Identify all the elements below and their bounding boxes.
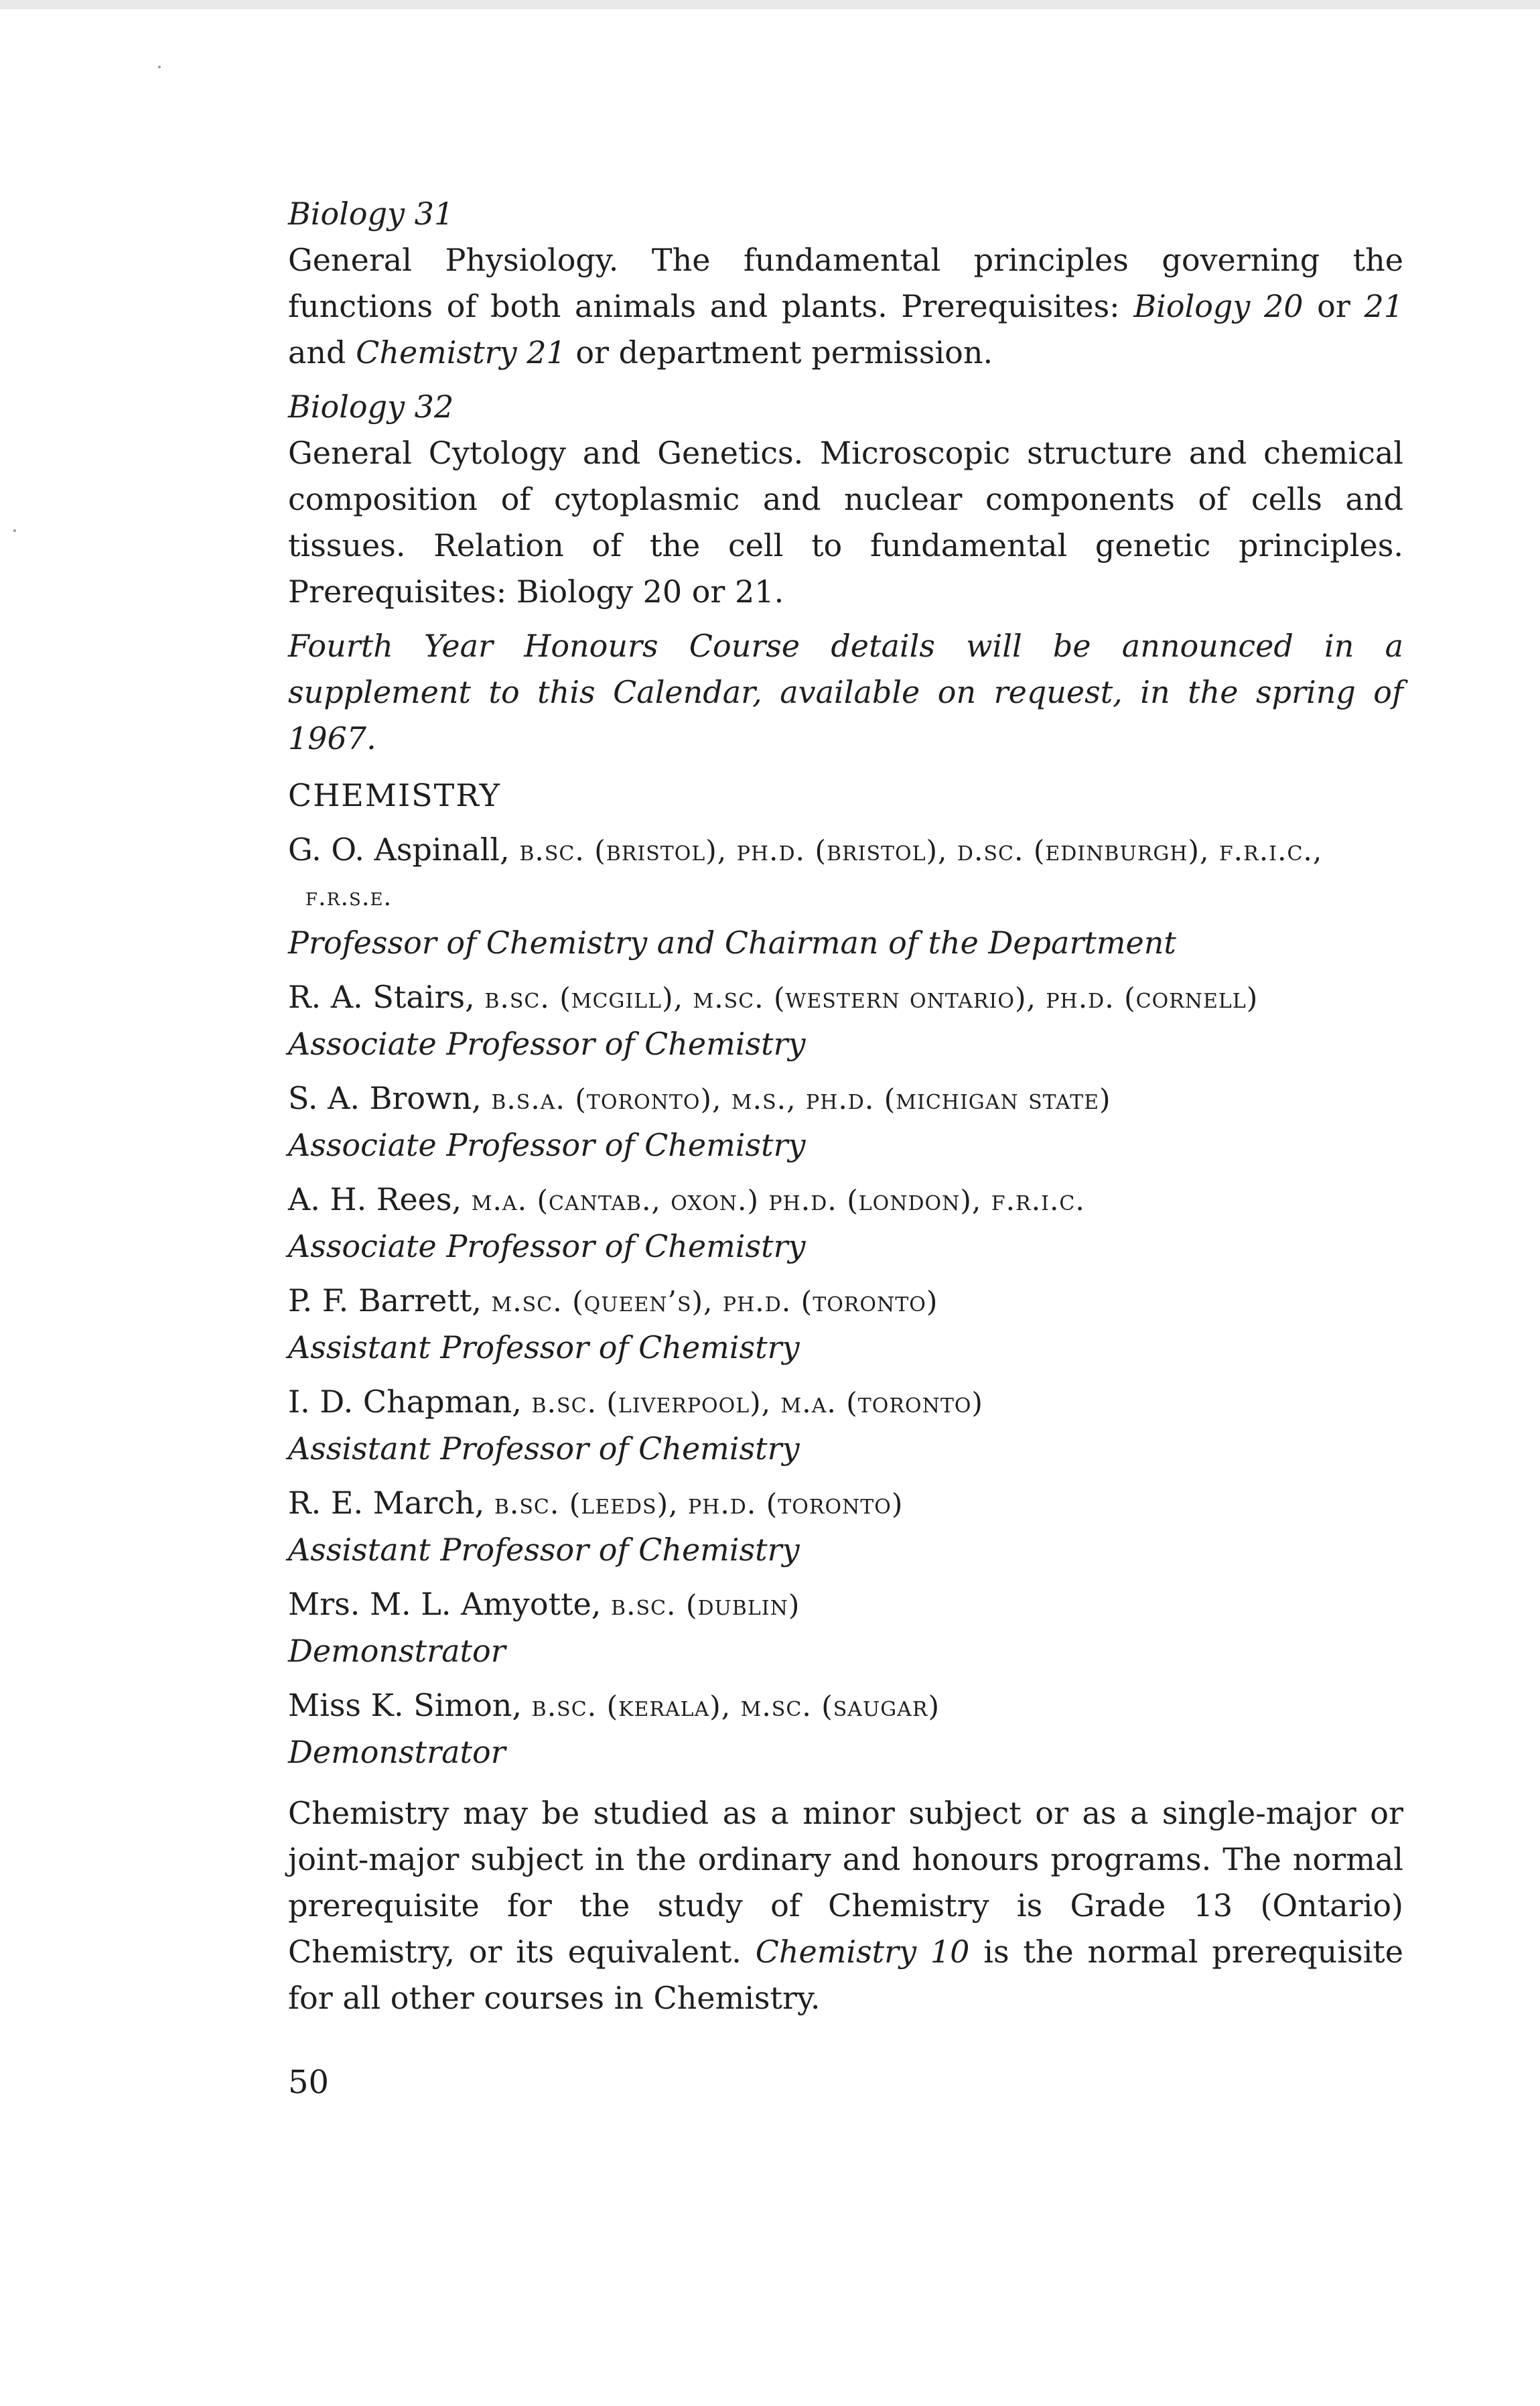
- faculty-title: Associate Professor of Chemistry: [288, 1026, 806, 1062]
- faculty-name-line: A. H. Rees, m.a. (cantab., oxon.) ph.d. (london), f.r.i.c.: [288, 1181, 1085, 1217]
- faculty-entry: [288, 1177, 1403, 1270]
- faculty-name-line: R. A. Stairs, b.sc. (mcgill), m.sc. (western ontario), ph.d. (cornell): [288, 979, 1259, 1015]
- faculty-entry: [288, 974, 1403, 1067]
- department-description: Chemistry may be studied as a minor subject or as a single-major or joint-major subject in the ordinary and honours programs. The normal prerequisite for the study of Chemistry is Grade 13 (Ontario) Chemistry, or its equivalent. Chemistry 10 is the normal prerequisite for all other courses in Chemistry.: [288, 1795, 1403, 2016]
- faculty-entry: [288, 1278, 1403, 1371]
- faculty-entry: [288, 1075, 1403, 1168]
- faculty-entry: [288, 1682, 1403, 1776]
- faculty-title: Demonstrator: [288, 1633, 506, 1669]
- faculty-entry: [288, 1581, 1403, 1674]
- faculty-name-line: R. E. March, b.sc. (leeds), ph.d. (toronto): [288, 1485, 904, 1521]
- course-description: General Physiology. The fundamental principles governing the functions of both animals and plants. Prerequisites: Biology 20 or 21 and Chemistry 21 or department permission.: [288, 242, 1403, 371]
- page-number: 50: [288, 2064, 330, 2101]
- faculty-name-line: I. D. Chapman, b.sc. (liverpool), m.a. (toronto): [288, 1384, 983, 1420]
- faculty-name-line: P. F. Barrett, m.sc. (queen’s), ph.d. (toronto): [288, 1282, 938, 1319]
- course-title: Biology 32: [288, 389, 454, 425]
- department-heading: CHEMISTRY: [288, 777, 501, 813]
- page-top-edge: [0, 0, 1540, 9]
- faculty-title: Professor of Chemistry and Chairman of the Department: [288, 925, 1176, 961]
- course-title: Biology 31: [288, 196, 454, 232]
- faculty-entry: [288, 1379, 1403, 1472]
- faculty-name-line: Miss K. Simon, b.sc. (kerala), m.sc. (saugar): [288, 1687, 940, 1723]
- faculty-title: Demonstrator: [288, 1734, 506, 1770]
- faculty-entry: [288, 1480, 1403, 1573]
- faculty-title: Associate Professor of Chemistry: [288, 1228, 806, 1264]
- faculty-title: Assistant Professor of Chemistry: [288, 1430, 800, 1467]
- faculty-degrees-continued: f.r.s.e.: [305, 882, 393, 911]
- honours-note: Fourth Year Honours Course details will be announced in a supplement to this Calendar, available on request, in the spring of 1967.: [288, 628, 1403, 756]
- faculty-name-line: G. O. Aspinall, b.sc. (bristol), ph.d. (bristol), d.sc. (edinburgh), f.r.i.c.,: [288, 831, 1323, 868]
- page-body: [288, 191, 1403, 2021]
- faculty-title: Assistant Professor of Chemistry: [288, 1329, 800, 1365]
- faculty-title: Assistant Professor of Chemistry: [288, 1532, 800, 1568]
- speck: [13, 529, 16, 532]
- faculty-entry: [288, 827, 1403, 966]
- course-description: General Cytology and Genetics. Microscopic structure and chemical composition of cytoplasmic and nuclear components of cells and tissues. Relation of the cell to fundamental genetic principles. Prerequisites: Biology 20 or 21.: [288, 435, 1403, 610]
- faculty-name-line: S. A. Brown, b.s.a. (toronto), m.s., ph.d. (michigan state): [288, 1080, 1111, 1116]
- faculty-title: Associate Professor of Chemistry: [288, 1127, 806, 1163]
- faculty-name-line: Mrs. M. L. Amyotte, b.sc. (dublin): [288, 1586, 800, 1622]
- speck: [158, 66, 161, 68]
